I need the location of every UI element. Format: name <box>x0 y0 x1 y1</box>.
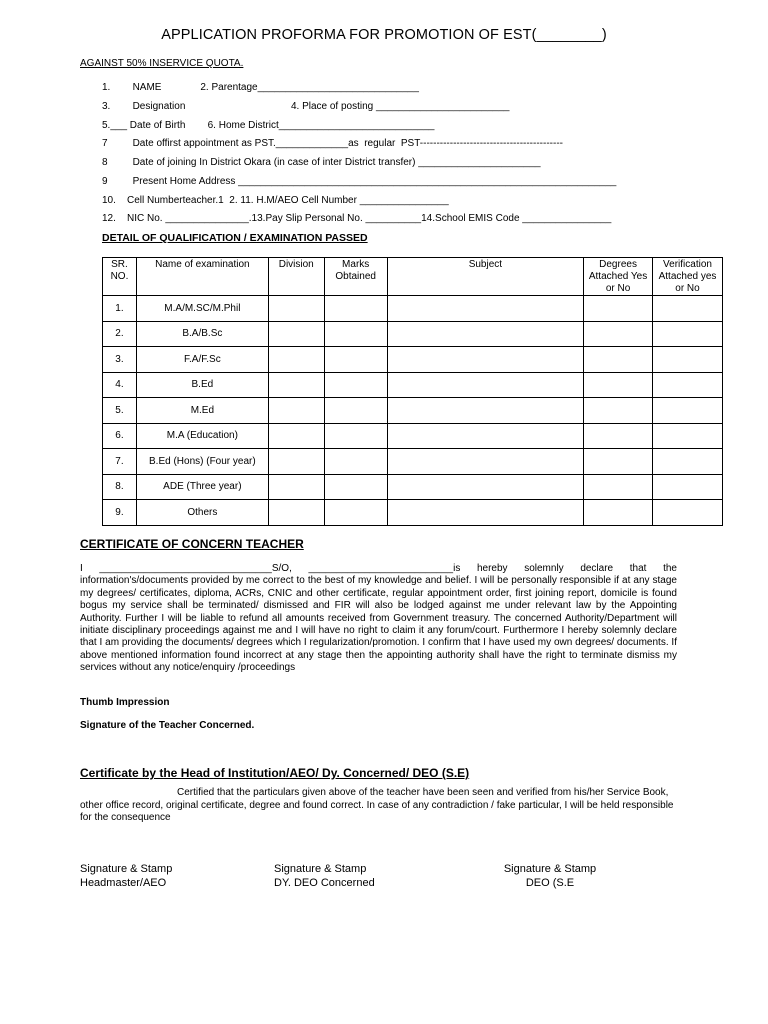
cell-subject[interactable] <box>387 500 583 526</box>
cell-exam-name: ADE (Three year) <box>136 474 268 500</box>
cell-marks[interactable] <box>324 347 387 373</box>
table-row <box>103 474 723 500</box>
field-dob-district: 5.___ Date of Birth 6. Home District____________________________ <box>102 120 435 131</box>
field-name-parentage: 1. NAME 2. Parentage_____________________________ <box>102 82 419 93</box>
cell-sr-no: 7. <box>103 449 137 475</box>
cell-division[interactable] <box>268 347 324 373</box>
header-verification-attached: Verification Attached yes or No <box>653 258 723 296</box>
cell-subject[interactable] <box>387 398 583 424</box>
table-header-row <box>103 258 723 296</box>
cell-verification[interactable] <box>653 398 723 424</box>
cell-degrees[interactable] <box>584 474 653 500</box>
cell-degrees[interactable] <box>584 398 653 424</box>
cell-marks[interactable] <box>324 500 387 526</box>
table-row <box>103 423 723 449</box>
field-designation-posting: 3. Designation 4. Place of posting ________________________ <box>102 101 510 112</box>
table-row <box>103 321 723 347</box>
cell-division[interactable] <box>268 398 324 424</box>
cell-degrees[interactable] <box>584 423 653 449</box>
teacher-signature-label: Signature of the Teacher Concerned. <box>80 720 255 731</box>
field-home-address: 9 Present Home Address ____________________________________________________________________ <box>102 176 617 187</box>
cell-degrees[interactable] <box>584 500 653 526</box>
cell-verification[interactable] <box>653 474 723 500</box>
cell-sr-no: 6. <box>103 423 137 449</box>
cell-sr-no: 1. <box>103 296 137 322</box>
cell-division[interactable] <box>268 296 324 322</box>
qualification-table <box>102 257 723 526</box>
cell-sr-no: 3. <box>103 347 137 373</box>
cell-subject[interactable] <box>387 347 583 373</box>
table-row <box>103 449 723 475</box>
teacher-certificate-heading: CERTIFICATE OF CONCERN TEACHER <box>80 537 304 551</box>
cell-exam-name: B.A/B.Sc <box>136 321 268 347</box>
cell-division[interactable] <box>268 372 324 398</box>
cell-verification[interactable] <box>653 372 723 398</box>
cell-exam-name: B.Ed <box>136 372 268 398</box>
signature-block-headmaster <box>80 862 172 890</box>
cell-marks[interactable] <box>324 423 387 449</box>
header-division: Division <box>268 258 324 296</box>
signature-stamp-label: Signature & Stamp <box>80 863 173 875</box>
cell-marks[interactable] <box>324 398 387 424</box>
signature-stamp-label: Signature & Stamp <box>503 863 597 875</box>
head-certificate-body: Certified that the particulars given above of the teacher have been seen and verified from his/her Service Book, other office record, original certificate, degree and found correct. In case of any contradiction / fake particular, I will be held responsible for the consequence <box>80 787 674 823</box>
cell-marks[interactable] <box>324 321 387 347</box>
header-marks: Marks Obtained <box>324 258 387 296</box>
signatory-title: Headmaster/AEO <box>80 877 167 889</box>
cell-sr-no: 2. <box>103 321 137 347</box>
cell-subject[interactable] <box>387 296 583 322</box>
cell-verification[interactable] <box>653 449 723 475</box>
header-subject: Subject <box>387 258 583 296</box>
signature-stamp-label: Signature & Stamp <box>274 863 367 875</box>
cell-exam-name: Others <box>136 500 268 526</box>
cell-marks[interactable] <box>324 449 387 475</box>
cell-verification[interactable] <box>653 347 723 373</box>
form-title: APPLICATION PROFORMA FOR PROMOTION OF EST(________) <box>161 27 607 43</box>
cell-exam-name: M.A (Education) <box>136 423 268 449</box>
field-first-appointment: 7 Date offirst appointment as PST._____________as regular PST------------------------------------------- <box>102 138 563 149</box>
cell-exam-name: F.A/F.Sc <box>136 347 268 373</box>
cell-sr-no: 9. <box>103 500 137 526</box>
cell-verification[interactable] <box>653 321 723 347</box>
thumb-impression-label: Thumb Impression <box>80 697 170 708</box>
cell-marks[interactable] <box>324 474 387 500</box>
cell-sr-no: 5. <box>103 398 137 424</box>
field-joining-date: 8 Date of joining In District Okara (in case of inter District transfer) ______________________ <box>102 157 541 168</box>
cell-exam-name: B.Ed (Hons) (Four year) <box>136 449 268 475</box>
head-certificate-text <box>80 787 677 825</box>
cell-degrees[interactable] <box>584 296 653 322</box>
cell-verification[interactable] <box>653 500 723 526</box>
cell-subject[interactable] <box>387 449 583 475</box>
cell-sr-no: 8. <box>103 474 137 500</box>
cell-division[interactable] <box>268 321 324 347</box>
head-certificate-heading: Certificate by the Head of Institution/AEO/ Dy. Concerned/ DEO (S.E) <box>80 766 470 780</box>
cell-sr-no: 4. <box>103 372 137 398</box>
cell-degrees[interactable] <box>584 347 653 373</box>
cell-degrees[interactable] <box>584 321 653 347</box>
cell-marks[interactable] <box>324 296 387 322</box>
cell-degrees[interactable] <box>584 372 653 398</box>
declaration-paragraph: I _______________________________S/O, __________________________is hereby solemnly declare that the information's/documents provided by me correct to the best of my knowledge and belief. I will be personally responsible if at any stage my degrees/ certificates, diploma, ACRs, CNIC and other certificate, regular appointment order, first joining report, domicile is found bogus my service shall be terminated/ dismissed and FIR will also be lodged against me under relevant law by the Appointing Authority. Further I will be liable to refund all amounts received from Government treasury. The concerned Authority/Department will initiate disciplinary proceedings against me and I will have no right to claim it any forum/court. Furthermore I hereby solemnly declare that I am providing the documents/ degrees which I regularization/promotion. I confirm that I have used my own degrees/ documents. If above mentioned information found incorrect at any stage then the appointing authority shall have the right to terminate dismiss my services without any notice/enquiry /proceedings <box>80 563 677 674</box>
field-nic-payslip-emis: 12. NIC No. _______________.13.Pay Slip Personal No. __________14.School EMIS Code ________________ <box>102 213 612 224</box>
cell-division[interactable] <box>268 500 324 526</box>
table-row <box>103 347 723 373</box>
cell-subject[interactable] <box>387 372 583 398</box>
field-cell-numbers: 10. Cell Numberteacher.1 2. 11. H.M/AEO Cell Number ________________ <box>102 195 449 206</box>
table-row <box>103 398 723 424</box>
cell-subject[interactable] <box>387 321 583 347</box>
cell-degrees[interactable] <box>584 449 653 475</box>
table-row <box>103 296 723 322</box>
cell-marks[interactable] <box>324 372 387 398</box>
qualification-heading: DETAIL OF QUALIFICATION / EXAMINATION PASSED <box>102 232 368 244</box>
signatory-title: DY. DEO Concerned <box>274 877 375 889</box>
quota-label: AGAINST 50% INSERVICE QUOTA. <box>80 58 244 69</box>
signature-block-deo <box>498 862 602 890</box>
cell-division[interactable] <box>268 474 324 500</box>
cell-division[interactable] <box>268 423 324 449</box>
header-sr-no: SR. NO. <box>103 258 137 296</box>
cell-verification[interactable] <box>653 296 723 322</box>
cell-division[interactable] <box>268 449 324 475</box>
header-degrees-attached: Degrees Attached Yes or No <box>584 258 653 296</box>
cell-exam-name: M.Ed <box>136 398 268 424</box>
cell-exam-name: M.A/M.SC/M.Phil <box>136 296 268 322</box>
table-row <box>103 372 723 398</box>
cell-subject[interactable] <box>387 474 583 500</box>
signature-block-dy-deo <box>274 862 375 890</box>
cell-subject[interactable] <box>387 423 583 449</box>
table-row <box>103 500 723 526</box>
signatory-title: DEO (S.E <box>525 877 575 889</box>
cell-verification[interactable] <box>653 423 723 449</box>
header-exam-name: Name of examination <box>136 258 268 296</box>
